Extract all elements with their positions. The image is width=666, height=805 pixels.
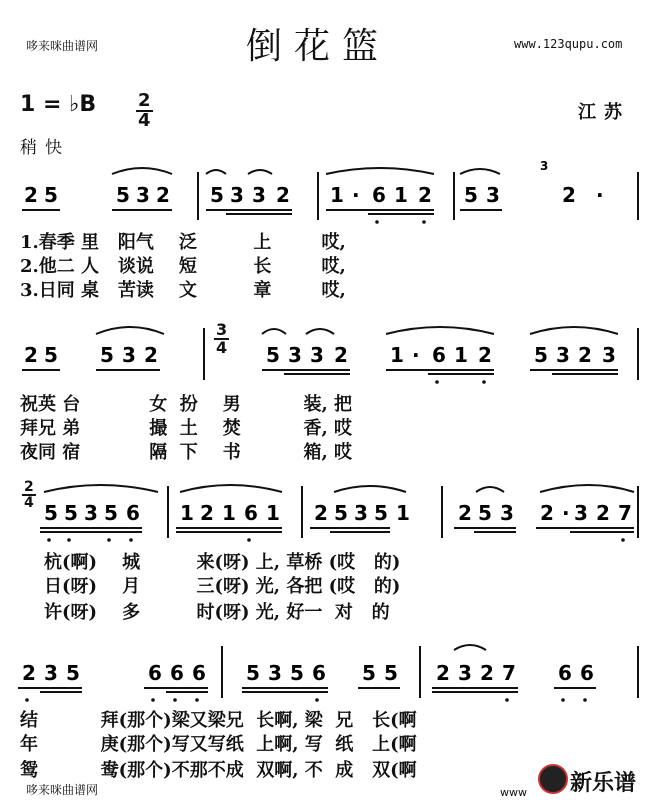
note: 1 (222, 501, 236, 525)
meter-bottom: 4 (138, 110, 151, 131)
note: 5 (534, 343, 548, 367)
note: 3 (556, 343, 570, 367)
note: 5 (104, 501, 118, 525)
note: · (412, 343, 420, 367)
grace-note: 3 (540, 159, 549, 173)
meter-top: 2 (138, 90, 151, 111)
lyric-line: 结 拜(那个)梁又梁兄 长啊, 梁 兄 长(啊 (20, 710, 417, 731)
note: 3 (574, 501, 588, 525)
note: 5 (362, 661, 376, 685)
site-url[interactable]: www.123qupu.com (514, 37, 623, 51)
score-row-1 (0, 158, 666, 228)
note: 2 (418, 183, 432, 207)
note: 5 (290, 661, 304, 685)
note: 3 (354, 501, 368, 525)
note: 6 (244, 501, 258, 525)
note: 2 (200, 501, 214, 525)
note: 2 (314, 501, 328, 525)
note: 5 (334, 501, 348, 525)
note: 2 (436, 661, 450, 685)
note: 7 (502, 661, 516, 685)
note: 5 (44, 343, 58, 367)
note: 2 (144, 343, 158, 367)
note: 3 (268, 661, 282, 685)
lyric-line: 拜兄 弟 撮 土 焚 香, 哎 (20, 418, 352, 439)
lower-dot (422, 220, 426, 224)
key-signature: 1 = ♭B (20, 92, 97, 117)
site-name-bottom: 哆来咪曲谱网 (26, 783, 99, 797)
lyric-line: 鸳 鸯(那个)不那不成 双啊, 不 成 双(啊 (20, 760, 417, 781)
lyric-line: 祝英 台 女 扮 男 装, 把 (20, 394, 352, 415)
note: 3 (44, 661, 58, 685)
note: 5 (384, 661, 398, 685)
meter-bottom: 4 (24, 495, 34, 511)
note: 3 (122, 343, 136, 367)
note: 5 (210, 183, 224, 207)
row-1-notes (24, 183, 604, 207)
region-label: 江苏 (578, 102, 630, 123)
note: 2 (22, 661, 36, 685)
lyric-line: 2.他二 人 谈说 短 长 哎, (20, 256, 346, 277)
note: 5 (246, 661, 260, 685)
note: · (352, 183, 360, 207)
note: 6 (126, 501, 140, 525)
note: 3 (458, 661, 472, 685)
note: 5 (116, 183, 130, 207)
note: · (562, 501, 570, 525)
note: 5 (478, 501, 492, 525)
note: 5 (266, 343, 280, 367)
lyric-line: 夜同 宿 隔 下 书 箱, 哎 (20, 442, 352, 463)
time-signature (136, 92, 153, 130)
note: 1 (330, 183, 344, 207)
note: 2 (276, 183, 290, 207)
note: 5 (44, 183, 58, 207)
note: 6 (432, 343, 446, 367)
note: · (596, 183, 604, 207)
note: 3 (252, 183, 266, 207)
note: 2 (156, 183, 170, 207)
record-disc-icon (538, 764, 568, 794)
note: 6 (170, 661, 184, 685)
lyric-line: 杭(啊) 城 来(呀) 上, 草桥 (哎 的) (44, 552, 401, 573)
lyric-line: 许(呀) 多 时(呀) 光, 好一 对 的 (44, 602, 390, 623)
meter-bottom: 4 (216, 338, 228, 357)
row-4-notes (22, 661, 594, 685)
score-row-4 (0, 640, 666, 710)
note: 2 (24, 343, 38, 367)
note: 1 (396, 501, 410, 525)
footer-www: www (500, 786, 527, 799)
note: 2 (24, 183, 38, 207)
note: 2 (596, 501, 610, 525)
lyric-line: 1.春季 里 阳气 泛 上 哎, (20, 232, 346, 253)
note: 3 (500, 501, 514, 525)
note: 1 (266, 501, 280, 525)
note: 3 (136, 183, 150, 207)
note: 5 (44, 501, 58, 525)
note: 5 (374, 501, 388, 525)
note: 2 (578, 343, 592, 367)
note: 3 (310, 343, 324, 367)
row-2-notes (24, 343, 616, 367)
note: 6 (558, 661, 572, 685)
site-name-top: 哆来咪曲谱网 (26, 39, 99, 53)
note: 2 (562, 183, 576, 207)
score-row-3 (0, 476, 666, 546)
note: 6 (312, 661, 326, 685)
lyric-line: 日(呀) 月 三(呀) 光, 各把 (哎 的) (44, 576, 401, 597)
note: 5 (64, 501, 78, 525)
note: 3 (288, 343, 302, 367)
note: 1 (180, 501, 194, 525)
note: 7 (618, 501, 632, 525)
note: 2 (458, 501, 472, 525)
note: 6 (580, 661, 594, 685)
note: 3 (602, 343, 616, 367)
note: 1 (394, 183, 408, 207)
note: 3 (230, 183, 244, 207)
lyric-line: 3.日同 桌 苦读 文 章 哎, (20, 280, 346, 301)
note: 3 (486, 183, 500, 207)
note: 5 (66, 661, 80, 685)
note: 5 (464, 183, 478, 207)
tempo-marking: 稍快 (20, 138, 70, 158)
meter-top: 2 (24, 479, 34, 495)
lower-dot (375, 220, 379, 224)
note: 1 (454, 343, 468, 367)
note: 6 (372, 183, 386, 207)
note: 2 (478, 343, 492, 367)
note: 1 (390, 343, 404, 367)
note: 6 (192, 661, 206, 685)
note: 2 (480, 661, 494, 685)
note: 5 (100, 343, 114, 367)
note: 2 (334, 343, 348, 367)
score-row-2 (0, 318, 666, 388)
note: 3 (84, 501, 98, 525)
note: 6 (148, 661, 162, 685)
meter-top: 3 (216, 320, 228, 339)
lyric-line: 年 庚(那个)写又写纸 上啊, 写 纸 上(啊 (20, 734, 417, 755)
row-3-notes (44, 501, 632, 525)
note: 2 (540, 501, 554, 525)
song-title: 倒花篮 (246, 26, 391, 67)
logo-text[interactable]: 新乐谱 (570, 771, 637, 796)
